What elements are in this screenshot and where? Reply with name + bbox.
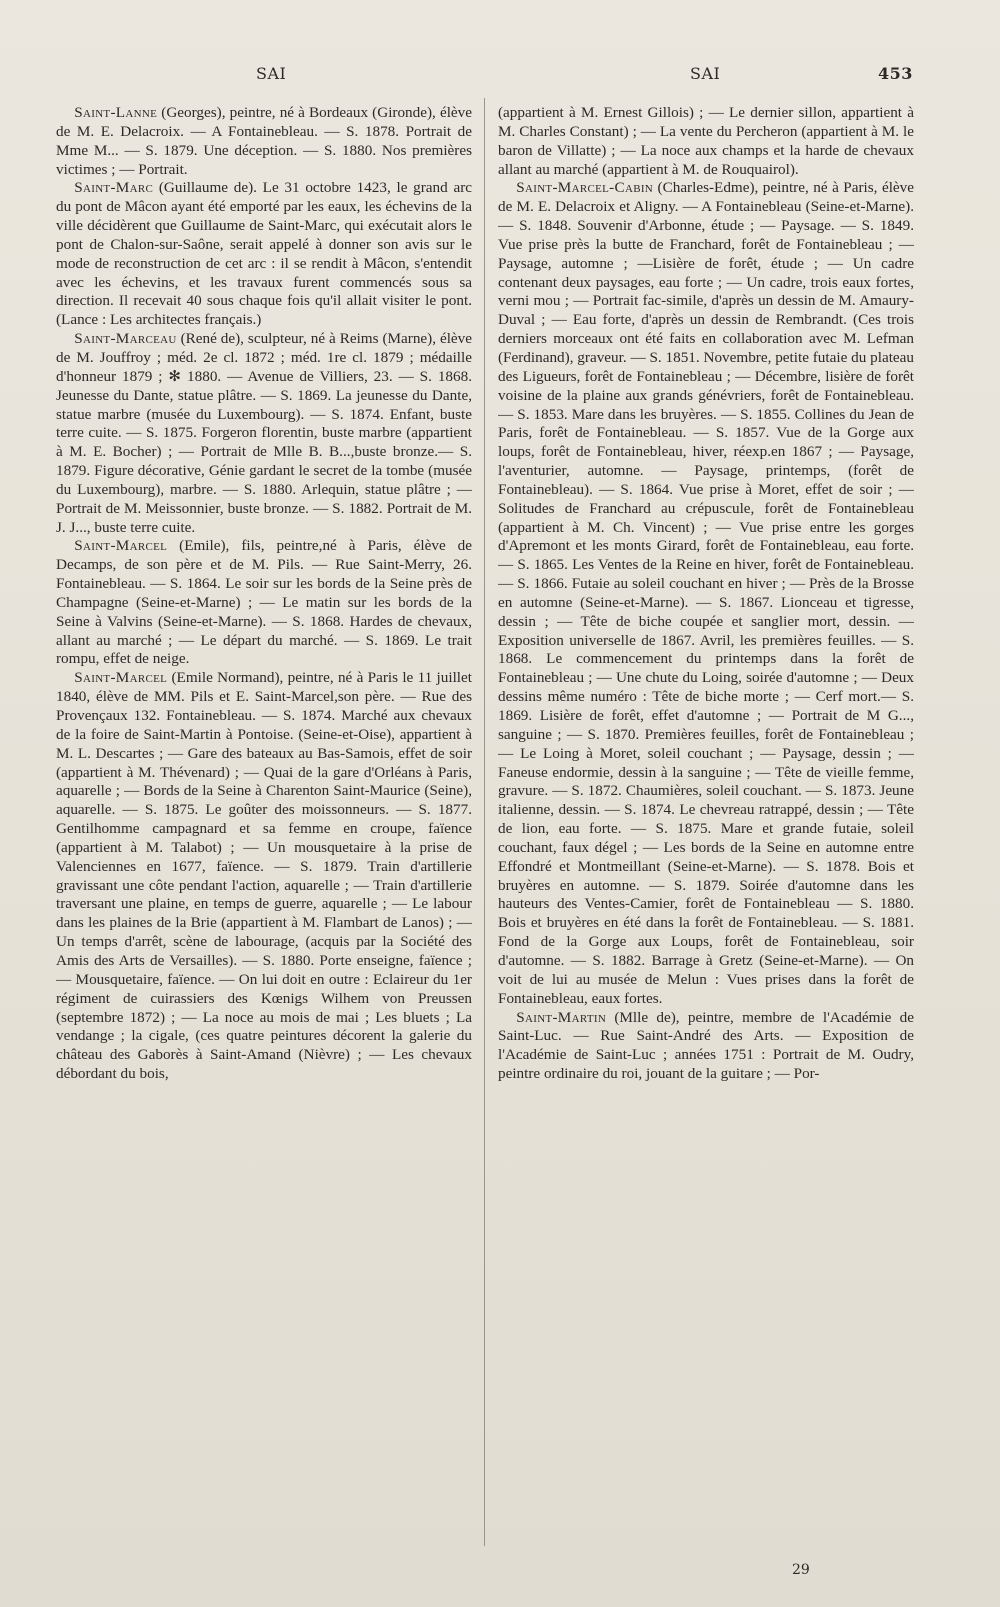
- entry-text: (Charles-Edme), peintre, né à Paris, élève de M. E. Delacroix et Aligny. — A Fontainebleau (Seine-et-Marne). — S. 1848. Souvenir d'Arbonne, étude ; — Paysage. — S. 1849. Vue prise près la butte de Franchard, forêt de Fontainebleau ; — Paysage, automne ; —Lisière de forêt, étude ; — Un cadre contenant deux paysages, eau forte ; — Un cadre, trois eaux fortes, verni mou ; — Portrait fac-simile, d'après un dessin de M. Amaury-Duval ; — Eau forte, d'après un dessin de Rembrandt. (Ces trois derniers morceaux ont été faits en collaboration avec M. Lefman (Ferdinand), graveur. — S. 1851. Novembre, petite futaie du plateau des Ligueurs, forêt de Fontainebleau ; — Décembre, lisière de forêt voisine de la plaine aux grands génévriers, forêt de Fontainebleau. — S. 1853. Mare dans les bruyères. — S. 1855. Collines du Jean de Paris, forêt de Fontainebleau. — S. 1857. Vue de la Gorge aux loups, forêt de Fontainebleau, hiver, réexp.en 1867 ; — Paysage, l'aventurier, automne. — Paysage, printemps, (forêt de Fontainebleau). — S. 1864. Vue prise à Moret, effet de soir ; — Solitudes de Franchard au crépuscule, forêt de Fontainebleau (appartient à M. Ch. Vincent) ; — Vue prise entre les gorges d'Apremont et les monts Girard, forêt de Fontainebleau, eau forte. — S. 1865. Les Ventes de la Reine en hiver, forêt de Fontainebleau. — S. 1866. Futaie au soleil couchant en hiver ; — Près de la Brosse en automne (Seine-et-Marne). — S. 1867. Lionceau et tigresse, dessin ; — Tête de biche coupée et sanglier mort, dessin. — Exposition universelle de 1867. Avril, les premières feuilles. — S. 1868. Le commencement du printemps dans la forêt de Fontainebleau ; — Une chute du Loing, soirée d'automne ; — Deux dessins même numéro : Tête de biche morte ; — Cerf mort.— S. 1869. Lisière de forêt, effet d'automne ; — Portrait de M G..., sanguine ; — S. 1870. Premières feuilles, forêt de Fontainebleau ; — Le Loing à Moret, soleil couchant ; — Paysage, dessin ; — Faneuse endormie, dessin à la sanguine ; — Tête de vieille femme, gravure. — S. 1872. Chaumières, soleil couchant. — S. 1873. Jeune italienne, dessin. — S. 1874. Le chevreau ratrappé, dessin ; — Tête de lion, eau forte. — S. 1875. Mare et grande futaie, soleil couchant, faux dégel ; — Les bords de la Seine en automne entre Effondré et Montmeillant (Seine-et-Marne). — S. 1878. Bois et bruyères en automne. — S. 1879. Soirée d'automne dans les hauteurs des Ventes-Camier, forêt de Fontainebleau — S. 1880. Bois et bruyères en été dans la forêt de Fontainebleau. — S. 1881. Fond de la Gorge aux Loups, forêt de Fontainebleau, soir d'automne. — S. 1882. Barrage à Gretz (Seine-et-Marne). — On voit de lui au musée de Melun : Vues prises dans la forêt de Fontainebleau, eaux fortes.: [498, 179, 914, 1007]
- entry-text: (Guillaume de). Le 31 octobre 1423, le grand arc du pont de Mâcon ayant été emporté par les eaux, les échevins de la ville décidèrent que Guillaume de Saint-Marc, qui exécutait alors le pont de Chalon-sur-Saône, serait appelé à donner son avis sur le mode de reconstruction de cet arc : il se rendit à Mâcon, s'entendit avec les échevins, et les travaux furent commencés sous sa direction. Il recevait 40 sous chaque fois qu'il allait visiter le pont. (Lance : Les architectes français.): [56, 179, 472, 329]
- entry-text: (appartient à M. Ernest Gillois) ; — Le dernier sillon, appartient à M. Charles Constant) ; — La vente du Percheron (appartient à M. le baron de Villatte) ; — La noce aux champs et la harde de chevaux allant au marché (appartient à M. de Rouquairol).: [498, 104, 914, 178]
- entry-name: Saint-Marc: [74, 179, 154, 197]
- entry-name: Saint-Marceau: [74, 330, 177, 348]
- entry-name: Saint-Lanne: [74, 104, 158, 121]
- header-right-keyword: SAI: [690, 64, 721, 83]
- entry-text: (Emile Normand), peintre, né à Paris le 11 juillet 1840, élève de MM. Pils et E. Saint-Marcel,son père. — Rue des Provençaux 132. Fontainebleau. — S. 1874. Marché aux chevaux de la foire de Saint-Martin à Pontoise. (Seine-et-Oise), appartient à M. L. Descartes ; — Gare des bateaux au Bas-Samois, effet de soir (appartient à M. Thévenard) ; — Quai de la gare d'Orléans à Paris, aquarelle ; — Bords de la Seine à Charenton Saint-Maurice (Seine), aquarelle. — S. 1875. Le goûter des moissonneurs. — S. 1877. Gentilhomme campagnard et sa femme en croupe, faïence (appartient à M. Talabot) ; — Un mousquetaire à la prise de Valenciennes en 1677, faïence. — S. 1879. Train d'artillerie gravissant une côte pendant l'action, aquarelle ; — Train d'artillerie traversant une plaine, en temps de guerre, aquarelle ; — Le labour dans les plaines de la Brie (appartient à M. Flambart de Lanos) ; — Un temps d'arrêt, scène de labourage, (acquis par la Société des Amis des Arts de Versailles). — S. 1880. Porte enseigne, faïence ; — Mousquetaire, faïence. — On lui doit en outre : Eclaireur du 1er régiment de cuirassiers des Kœnigs Wilhem von Preussen (septembre 1872) ; — La noce au mois de mai ; Les bluets ; La vendange ; la cigale, (ces quatre peintures décorent la galerie du château des Gaborès à Saint-Amand (Nièvre) ; — Les chevaux débordant du bois,: [56, 669, 472, 1083]
- entry-name: Saint-Martin: [516, 1008, 607, 1026]
- dictionary-entry: [498, 179, 914, 1008]
- entry-name: Saint-Marcel-Cabin: [516, 179, 654, 197]
- entry-name: Saint-Marcel: [74, 669, 168, 687]
- header-left-keyword: SAI: [256, 64, 287, 83]
- left-column: [56, 104, 472, 1544]
- dictionary-entry: [56, 537, 472, 669]
- dictionary-entry: [498, 104, 914, 179]
- entry-text: (Mlle de), peintre, membre de l'Académie de Saint-Luc. — Rue Saint-André des Arts. — Exposition de l'Académie de Saint-Luc ; années 1751 : Portrait de M. Oudry, peintre ordinaire du roi, jouant de la guitare ; — Por-: [498, 1008, 914, 1083]
- dictionary-entry: [56, 669, 472, 1084]
- running-header: [0, 64, 1000, 90]
- page-number: 453: [878, 64, 913, 83]
- entry-text: (Georges), peintre, né à Bordeaux (Gironde), élève de M. E. Delacroix. — A Fontainebleau. — S. 1878. Portrait de Mme M... — S. 1879. Une déception. — S. 1880. Nos premières victimes ; — Portrait.: [56, 104, 472, 178]
- dictionary-entry: [498, 1009, 914, 1084]
- entry-text: (René de), sculpteur, né à Reims (Marne), élève de M. Jouffroy ; méd. 2e cl. 1872 ; méd. 1re cl. 1879 ; médaille d'honneur 1879 ; ✻ 1880. — Avenue de Villiers, 23. — S. 1868. Jeunesse du Dante, statue plâtre. — S. 1869. La jeunesse du Dante, statue marbre (musée du Luxembourg). — S. 1874. Enfant, buste terre cuite. — S. 1875. Forgeron florentin, buste marbre (appartient à M. E. Bocher) ; — Portrait de Mlle B. B...,buste bronze.— S. 1879. Figure décorative, Génie gardant le secret de la tombe (musée du Luxembourg), marbre. — S. 1880. Arlequin, statue plâtre ; — Portrait de M. Meissonnier, buste bronze. — S. 1882. Portrait de M. J. J..., buste terre cuite.: [56, 330, 472, 536]
- dictionary-entry: [56, 104, 472, 179]
- right-column: [498, 104, 914, 1544]
- dictionary-entry: [56, 330, 472, 537]
- signature-mark: 29: [792, 1562, 810, 1578]
- dictionary-entry: [56, 179, 472, 330]
- column-divider: [484, 98, 485, 1546]
- entry-name: Saint-Marcel: [74, 537, 168, 555]
- entry-text: (Emile), fils, peintre,né à Paris, élève de Decamps, de son père et de M. Pils. — Rue Saint-Merry, 26. Fontainebleau. — S. 1864. Le soir sur les bords de la Seine près de Champagne (Seine-et-Marne) ; — Le matin sur les bords de la Seine à Valvins (Seine-et-Marne). — S. 1868. Hardes de chevaux, allant au marché ; — Le départ du marché. — S. 1869. Le trait rompu, effet de neige.: [56, 537, 472, 668]
